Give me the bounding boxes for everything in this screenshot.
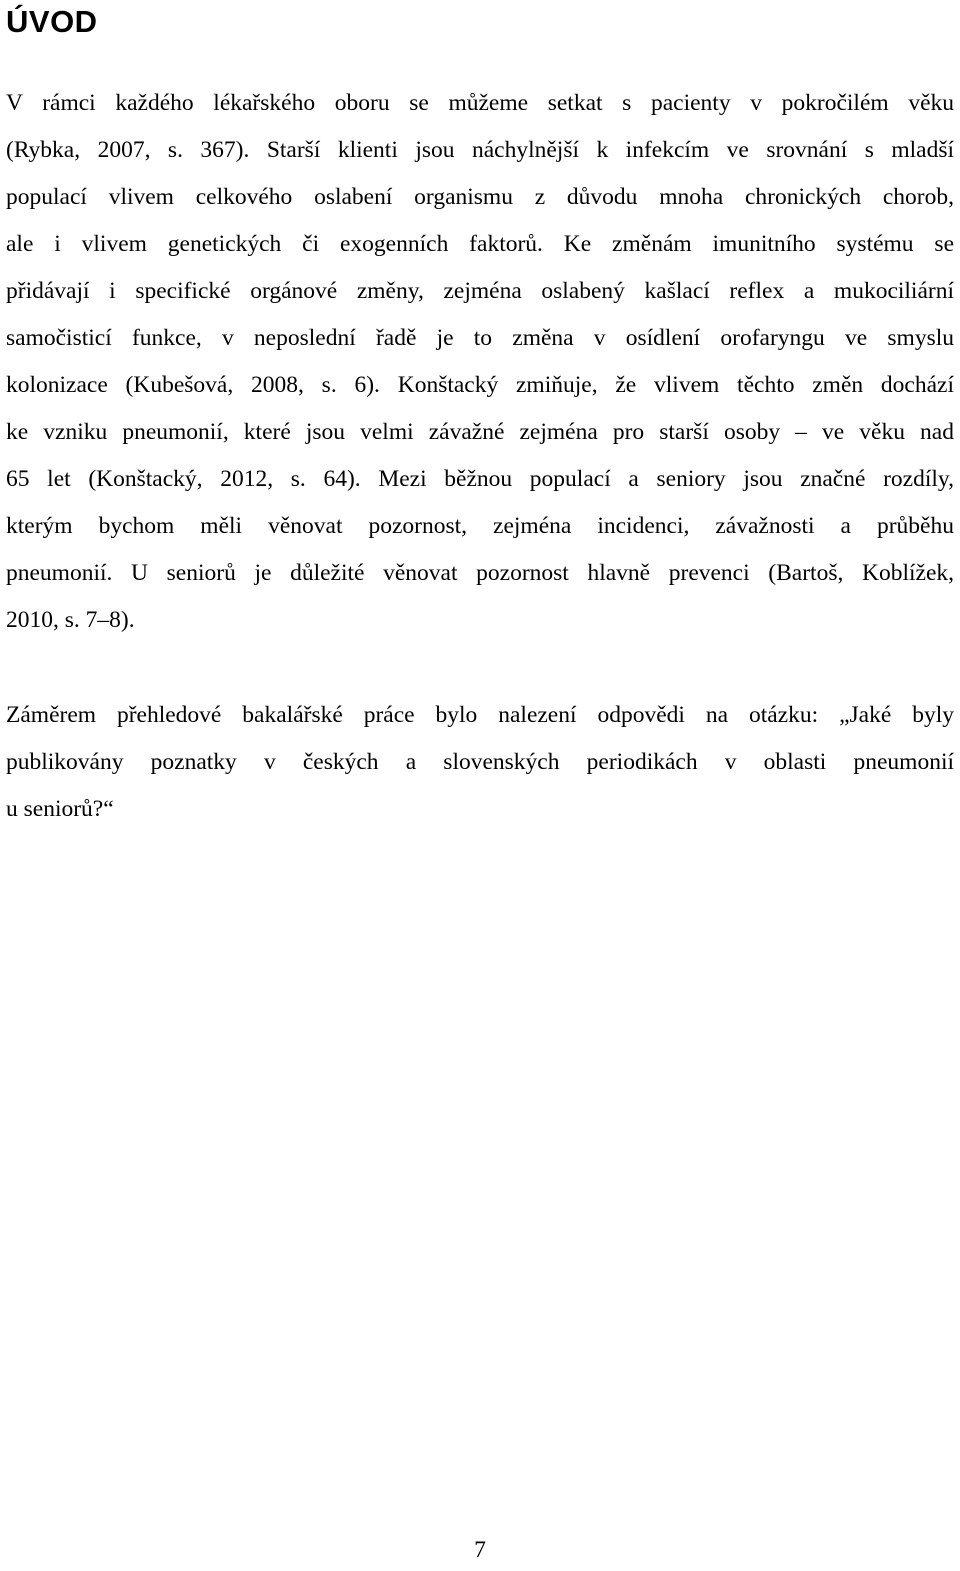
paragraph-introduction bbox=[6, 80, 954, 644]
paragraph-line: ale i vlivem genetických či exogenních faktorů. Ke změnám imunitního systému se bbox=[6, 231, 954, 257]
paragraph-line: 2010, s. 7–8). bbox=[6, 607, 135, 633]
paragraph-line: u seniorů?“ bbox=[6, 796, 114, 822]
page-number: 7 bbox=[474, 1537, 486, 1563]
paragraph-line: (Rybka, 2007, s. 367). Starší klienti jsou náchylnější k infekcím ve srovnání s mladší bbox=[6, 137, 954, 163]
paragraph-line: 65 let (Konštacký, 2012, s. 64). Mezi běžnou populací a seniory jsou značné rozdíly, bbox=[6, 466, 954, 492]
paragraph-line: přidávají i specifické orgánové změny, zejména oslabený kašlací reflex a mukociliární bbox=[6, 278, 954, 304]
paragraph-aim bbox=[6, 692, 954, 833]
paragraph-line: Záměrem přehledové bakalářské práce bylo nalezení odpovědi na otázku: „Jaké byly bbox=[6, 702, 954, 728]
paragraph-line: ke vzniku pneumonií, které jsou velmi závažné zejména pro starší osoby – ve věku nad bbox=[6, 419, 954, 445]
paragraph-line: V rámci každého lékařského oboru se můžeme setkat s pacienty v pokročilém věku bbox=[6, 90, 954, 116]
paragraph-line: samočisticí funkce, v neposlední řadě je to změna v osídlení orofaryngu ve smyslu bbox=[6, 325, 954, 351]
paragraph-line: pneumonií. U seniorů je důležité věnovat pozornost hlavně prevenci (Bartoš, Koblížek, bbox=[6, 560, 954, 586]
paragraph-line: kolonizace (Kubešová, 2008, s. 6). Konštacký zmiňuje, že vlivem těchto změn dochází bbox=[6, 372, 954, 398]
paragraph-line: publikovány poznatky v českých a slovenských periodikách v oblasti pneumonií bbox=[6, 749, 954, 775]
section-heading: ÚVOD bbox=[6, 4, 98, 39]
paragraph-line: populací vlivem celkového oslabení organismu z důvodu mnoha chronických chorob, bbox=[6, 184, 954, 210]
paragraph-line: kterým bychom měli věnovat pozornost, zejména incidenci, závažnosti a průběhu bbox=[6, 513, 954, 539]
